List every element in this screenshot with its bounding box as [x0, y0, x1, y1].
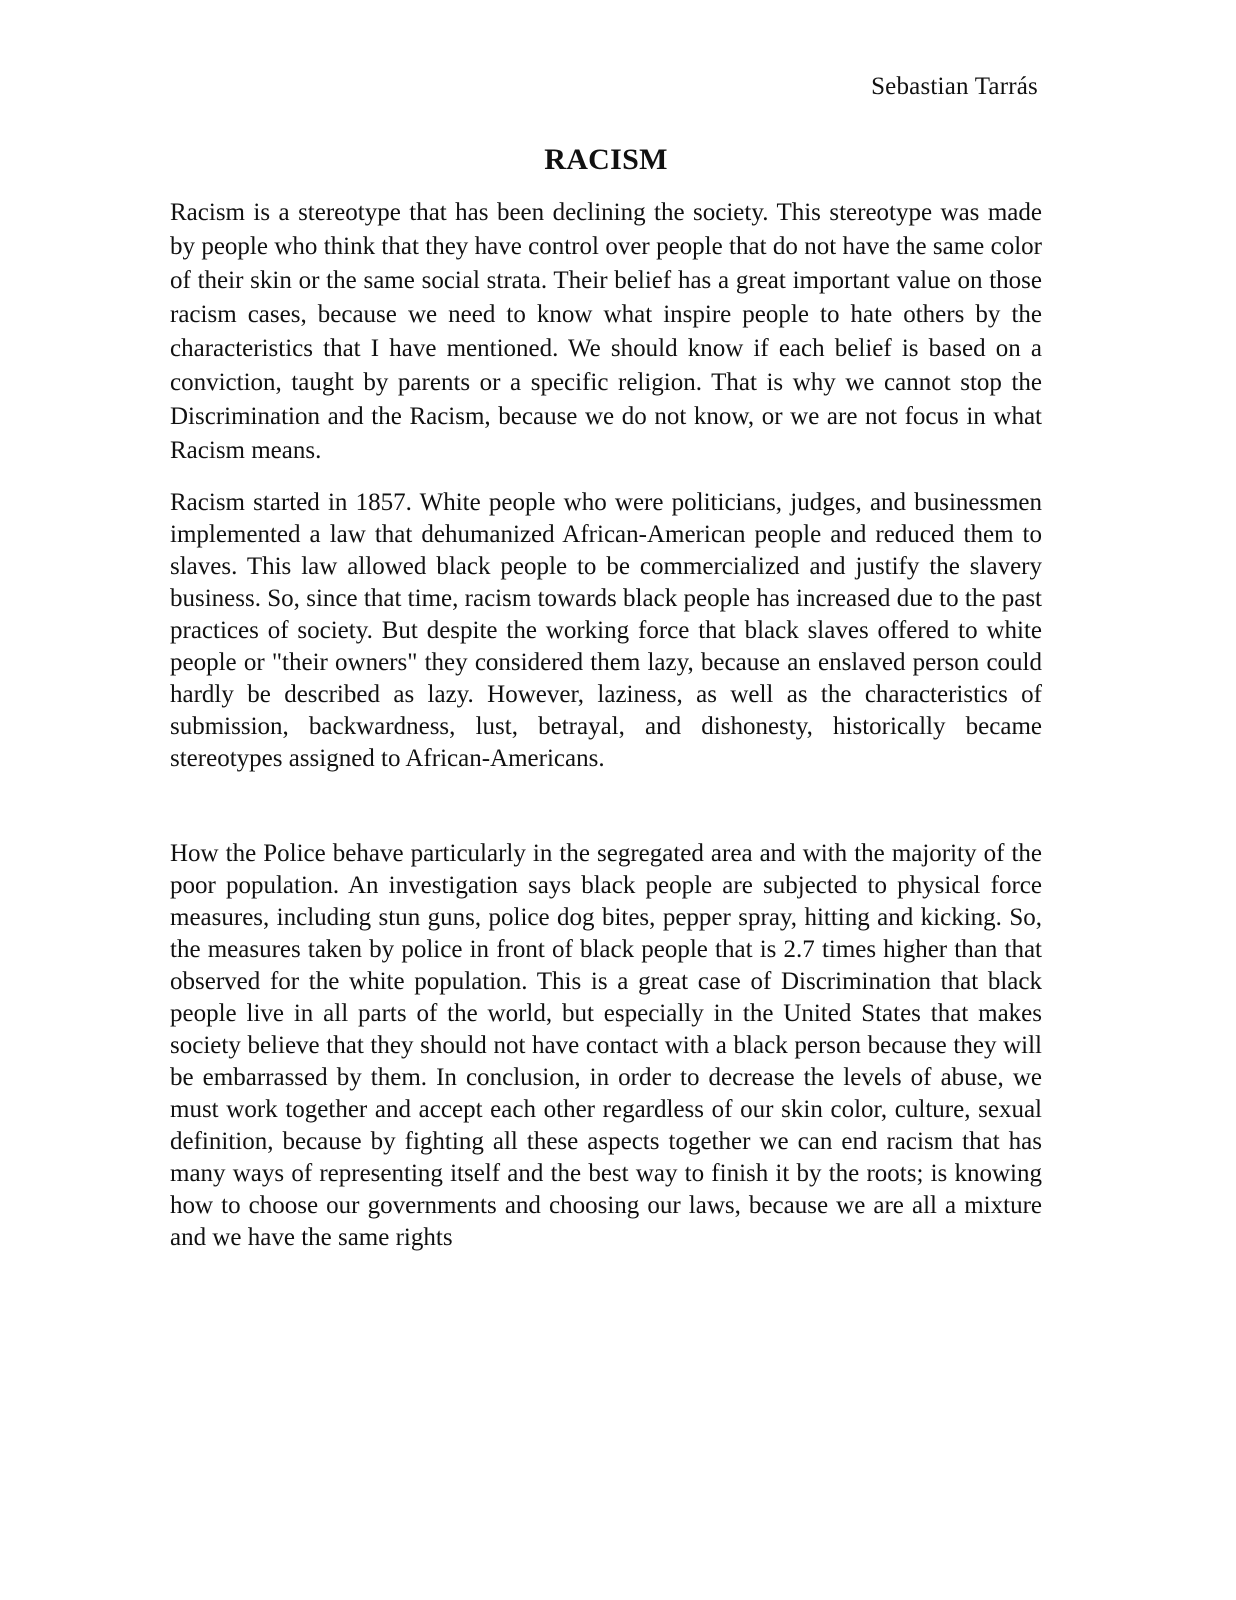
author-name: Sebastian Tarrás — [871, 73, 1038, 100]
paragraph-introduction: Racism is a stereotype that has been declining the society. This stereotype was made by people who think that they have control over people that do not have the same color of their skin or the same social strata. Their belief has a great important value on those racism cases, because we need to know what inspire people to hate others by the characteristics that I have mentioned. We should know if each belief is based on a conviction, taught by parents or a specific religion. That is why we cannot stop the Discrimination and the Racism, because we do not know, or we are not focus in what Racism means. — [170, 199, 1042, 464]
paragraph-history: Racism started in 1857. White people who were politicians, judges, and businessmen implemented a law that dehumanized African-American people and reduced them to slaves. This law allowed black people to be commercialized and justify the slavery business. So, since that time, racism towards black people has increased due to the past practices of society. But despite the working force that black slaves offered to white people or "their owners" they considered them lazy, because an enslaved person could hardly be described as lazy. However, laziness, as well as the characteristics of submission, backwardness, lust, betrayal, and dishonesty, historically became stereotypes assigned to African-Americans. — [170, 489, 1042, 772]
paragraph-police-and-conclusion: How the Police behave particularly in the segregated area and with the majority of the poor population. An investigation says black people are subjected to physical force measures, including stun guns, police dog bites, pepper spray, hitting and kicking. So, the measures taken by police in front of black people that is 2.7 times higher than that observed for the white population. This is a great case of Discrimination that black people live in all parts of the world, but especially in the United States that makes society believe that they should not have contact with a black person because they will be embarrassed by them. In conclusion, in order to decrease the levels of abuse, we must work together and accept each other regardless of our skin color, culture, sexual definition, because by fighting all these aspects together we can end racism that has many ways of representing itself and the best way to finish it by the roots; is knowing how to choose our governments and choosing our laws, because we are all a mixture and we have the same rights — [170, 840, 1042, 1251]
document-title: RACISM — [544, 143, 668, 176]
